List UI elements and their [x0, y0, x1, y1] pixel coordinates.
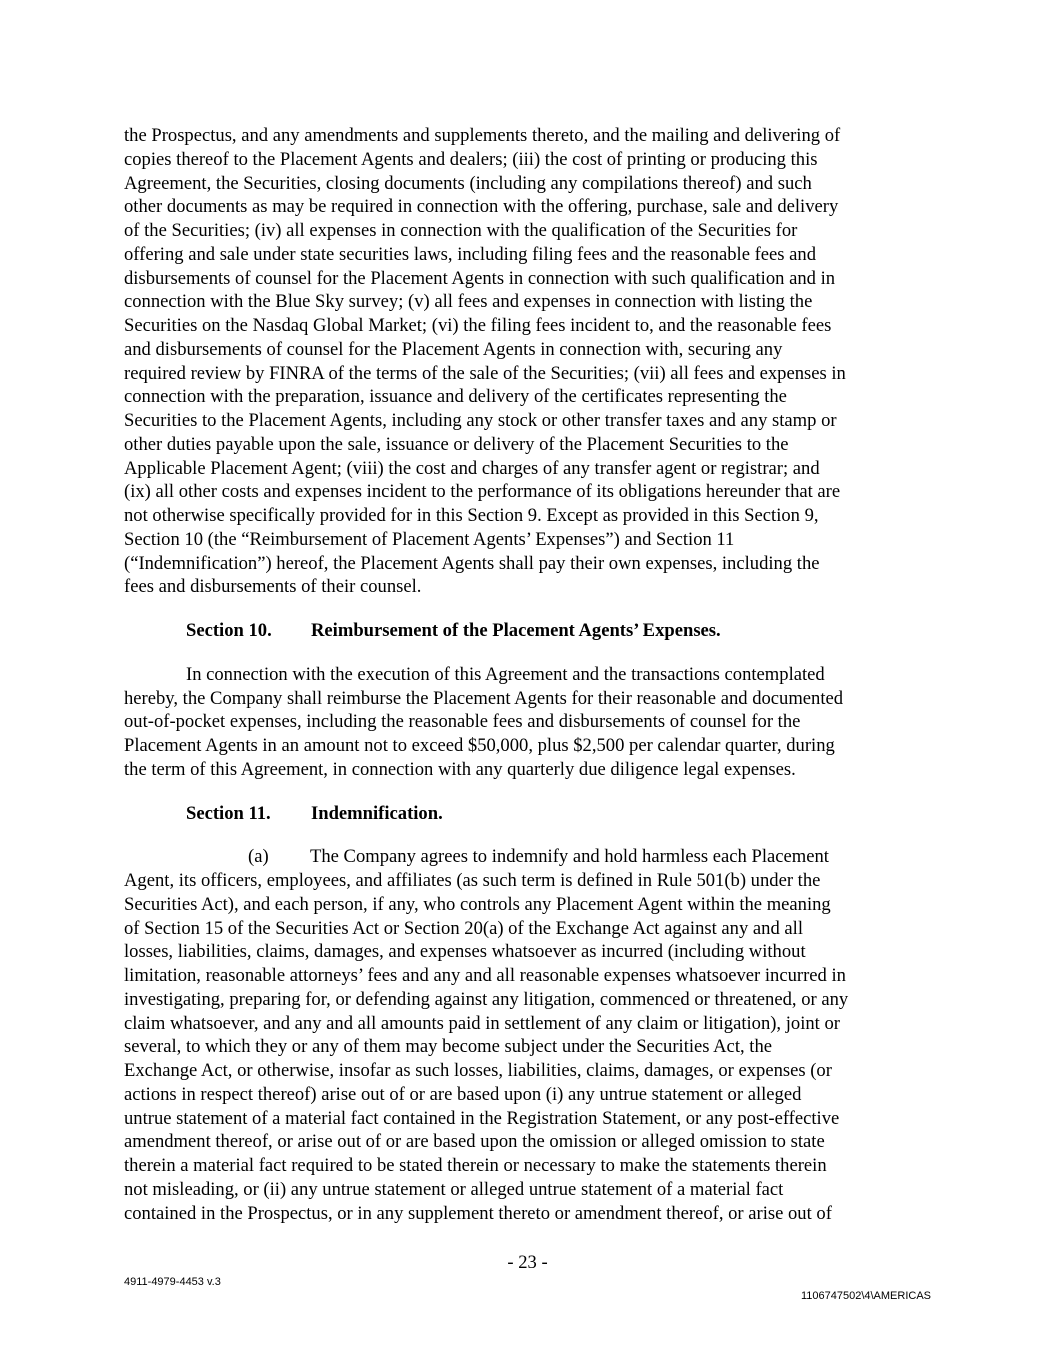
paragraph-line: the term of this Agreement, in connection with any quarterly due diligence legal expenses. — [124, 758, 796, 780]
continuation-paragraph — [124, 124, 936, 599]
section-10-heading — [186, 619, 936, 643]
subsection-a-first-line-text: The Company agrees to indemnify and hold harmless each Placement — [310, 846, 829, 868]
paragraph-line: Agreement, the Securities, closing documents (including any compilations thereof) and such — [124, 172, 812, 194]
paragraph-line: copies thereof to the Placement Agents and dealers; (iii) the cost of printing or producing this — [124, 148, 818, 170]
paragraph-line: fees and disbursements of their counsel. — [124, 576, 422, 598]
paragraph-line: Section 10 (the “Reimbursement of Placement Agents’ Expenses”) and Section 11 — [124, 528, 735, 550]
paragraph-line: of the Securities; (iv) all expenses in connection with the qualification of the Securities for — [124, 220, 798, 241]
paragraph-line: therein a material fact required to be stated therein or necessary to make the statements therein — [124, 1155, 827, 1176]
section-11-subsection-a — [124, 845, 936, 1225]
paragraph-line: Securities to the Placement Agents, including any stock or other transfer taxes and any stamp or — [124, 410, 837, 431]
section-10-number: Section 10. — [186, 620, 272, 641]
paragraph-line: not otherwise specifically provided for in this Section 9. Except as provided in this Section 9, — [124, 505, 819, 526]
section-11-number: Section 11. — [186, 802, 271, 824]
paragraph-line: Applicable Placement Agent; (viii) the cost and charges of any transfer agent or registrar; and — [124, 457, 820, 479]
paragraph-line: hereby, the Company shall reimburse the Placement Agents for their reasonable and documented — [124, 687, 844, 709]
subsection-a-first-line — [124, 845, 936, 869]
paragraph-line: losses, liabilities, claims, damages, and expenses whatsoever as incurred (including without — [124, 941, 806, 963]
paragraph-line: (“Indemnification”) hereof, the Placement Agents shall pay their own expenses, including the — [124, 552, 820, 574]
subsection-a-label: (a) — [248, 846, 269, 868]
paragraph-line: (ix) all other costs and expenses incident to the performance of its obligations hereunder that are — [124, 481, 841, 503]
paragraph-line: other documents as may be required in connection with the offering, purchase, sale and delivery — [124, 196, 839, 218]
paragraph-line: and disbursements of counsel for the Placement Agents in connection with, securing any — [124, 338, 783, 360]
paragraph-line: several, to which they or any of them may become subject under the Securities Act, the — [124, 1036, 772, 1058]
paragraph-line: Agent, its officers, employees, and affiliates (as such term is defined in Rule 501(b) under the — [124, 870, 821, 891]
paragraph-line: connection with the Blue Sky survey; (v) all fees and expenses in connection with listing the — [124, 291, 813, 313]
paragraph-line: actions in respect thereof) arise out of or are based upon (i) any untrue statement or alleged — [124, 1083, 802, 1105]
paragraph-line: Placement Agents in an amount not to exceed $50,000, plus $2,500 per calendar quarter, during — [124, 735, 835, 756]
paragraph-line: disbursements of counsel for the Placement Agents in connection with such qualification and in — [124, 267, 836, 289]
paragraph-line: offering and sale under state securities laws, including filing fees and the reasonable fees and — [124, 243, 817, 265]
paragraph-line: investigating, preparing for, or defending against any litigation, commenced or threatened, or any — [124, 988, 849, 1010]
paragraph-line: other duties payable upon the sale, issuance or delivery of the Placement Securities to the — [124, 433, 789, 455]
document-body — [124, 124, 936, 1225]
paragraph-line: contained in the Prospectus, or in any supplement thereto or amendment thereof, or arise out of — [124, 1202, 832, 1224]
section-11-heading — [186, 802, 936, 826]
paragraph-line: required review by FINRA of the terms of the sale of the Securities; (vii) all fees and expenses in — [124, 362, 846, 384]
section-10-paragraph — [124, 663, 936, 782]
paragraph-line: Securities on the Nasdaq Global Market; (vi) the filing fees incident to, and the reasonable fees — [124, 315, 832, 336]
document-id-left: 4911-4979-4453 v.3 — [124, 1276, 221, 1288]
paragraph-line: Exchange Act, or otherwise, insofar as such losses, liabilities, claims, damages, or expenses (or — [124, 1060, 832, 1081]
paragraph-line: Securities Act), and each person, if any, who controls any Placement Agent within the meaning — [124, 893, 831, 915]
paragraph-line: In connection with the execution of this Agreement and the transactions contemplated — [186, 663, 825, 685]
paragraph-line: not misleading, or (ii) any untrue statement or alleged untrue statement of a material fact — [124, 1178, 784, 1200]
paragraph-line: claim whatsoever, and any and all amounts paid in settlement of any claim or litigation), joint or — [124, 1012, 840, 1034]
section-11-title: Indemnification. — [311, 802, 443, 824]
section-10-title: Reimbursement of the Placement Agents’ Expenses. — [311, 620, 721, 641]
paragraph-line: limitation, reasonable attorneys’ fees and any and all reasonable expenses whatsoever incurred in — [124, 965, 846, 986]
paragraph-line: amendment thereof, or arise out of or are based upon the omission or alleged omission to state — [124, 1131, 825, 1153]
paragraph-line: untrue statement of a material fact contained in the Registration Statement, or any post-effective — [124, 1107, 840, 1129]
paragraph-line: out-of-pocket expenses, including the reasonable fees and disbursements of counsel for the — [124, 711, 801, 733]
paragraph-line: of Section 15 of the Securities Act or Section 20(a) of the Exchange Act against any and all — [124, 917, 803, 939]
paragraph-line: the Prospectus, and any amendments and supplements thereto, and the mailing and delivering of — [124, 125, 841, 146]
document-id-right: 1106747502\4\AMERICAS — [800, 1290, 931, 1302]
page-number: - 23 - — [507, 1252, 548, 1273]
paragraph-line: connection with the preparation, issuance and delivery of the certificates representing the — [124, 386, 787, 408]
